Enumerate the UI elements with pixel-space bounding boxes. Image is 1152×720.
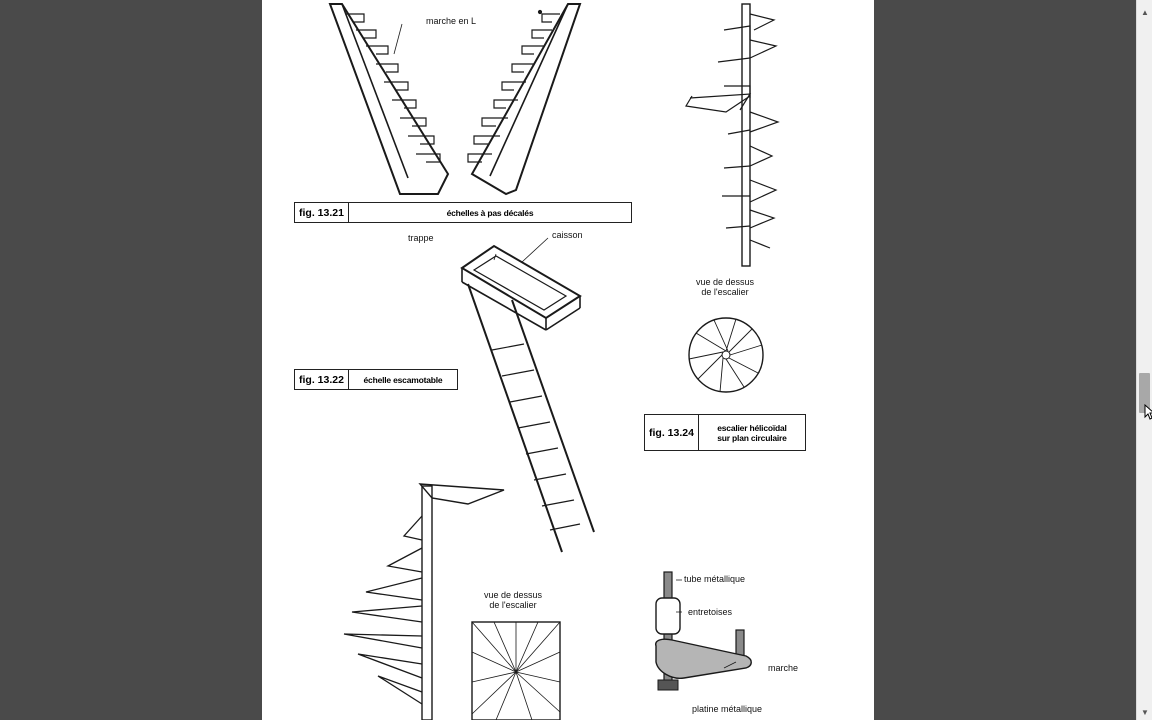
- spiral-top-view-drawing: [689, 318, 763, 392]
- label-trappe: trappe: [408, 233, 434, 243]
- figure-title: échelle escamotable: [363, 374, 443, 385]
- technical-drawings: [262, 0, 874, 720]
- vertical-scrollbar[interactable]: [1136, 0, 1152, 720]
- figure-number: fig. 13.24: [645, 415, 699, 450]
- tube-step-detail-drawing: [656, 572, 752, 690]
- retractable-ladder-drawing: [462, 238, 594, 552]
- label-steel-plate: platine métallique: [692, 704, 763, 714]
- pdf-page: [262, 0, 874, 720]
- label-top-view-square: vue de dessus de l'escalier: [483, 590, 543, 610]
- figure-caption-13-21: [294, 202, 632, 223]
- label-caisson: caisson: [552, 230, 583, 240]
- label-step: marche: [768, 663, 799, 673]
- figure-title: échelles à pas décalés: [446, 207, 534, 218]
- offset-ladder-left-drawing: [330, 4, 448, 194]
- label-top-view-helical: vue de dessus de l'escalier: [695, 277, 755, 297]
- figure-number: fig. 13.21: [295, 203, 349, 222]
- figure-caption-13-22: [294, 369, 458, 390]
- figure-title: escalier hélicoïdal sur plan circulaire: [717, 422, 787, 443]
- label-marche-en-l: marche en L: [426, 16, 477, 26]
- scroll-down-icon[interactable]: ▼: [1141, 707, 1149, 717]
- label-spacers: entretoises: [688, 607, 733, 617]
- helical-stair-drawing: [686, 4, 778, 266]
- figure-caption-13-24: [644, 414, 806, 451]
- square-top-view-drawing: [472, 622, 560, 720]
- offset-ladder-right-drawing: [468, 4, 580, 194]
- figure-number: fig. 13.22: [295, 370, 349, 389]
- scroll-up-icon[interactable]: ▲: [1141, 7, 1149, 17]
- label-steel-tube: tube métallique: [684, 574, 746, 584]
- mouse-pointer-icon: [1144, 404, 1152, 420]
